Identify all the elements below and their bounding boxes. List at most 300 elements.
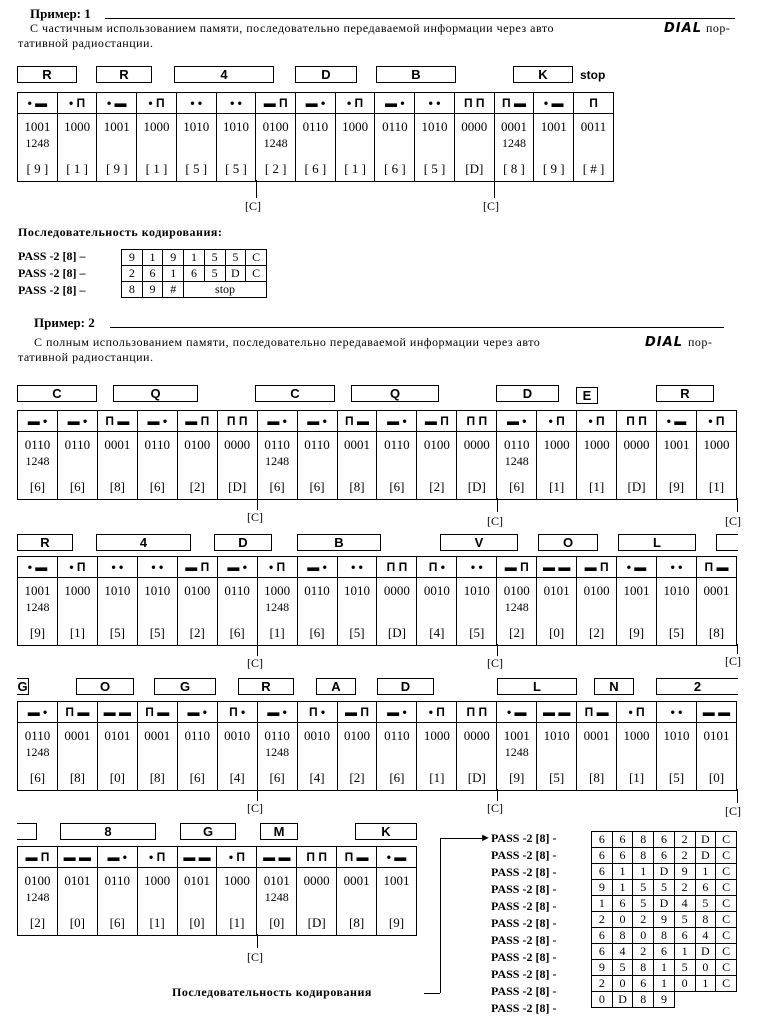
bits-value: 0100 [503, 583, 530, 598]
seq-cell: 2 [592, 976, 613, 992]
code-value: [6] [269, 770, 285, 785]
seq-cell: 1 [592, 896, 613, 912]
symbol-cell: • П [696, 411, 736, 432]
bits-value: 0000 [623, 437, 650, 452]
code-value: [2] [29, 915, 46, 930]
bits-cell [57, 114, 97, 182]
bits-value: 0000 [303, 873, 330, 888]
code-value: [5] [349, 625, 365, 640]
code-value: [0] [549, 625, 565, 640]
letter-box: R [656, 385, 714, 402]
code-value: [9] [509, 770, 525, 785]
seq-cell: 9 [654, 992, 675, 1008]
seq-cell: 2 [592, 912, 613, 928]
seq-cell: 1 [674, 944, 695, 960]
bits-value: 1010 [663, 583, 690, 598]
weight-label: 1248 [25, 890, 50, 904]
seq-cell: 9 [163, 250, 184, 266]
seq-cell: 5 [633, 880, 654, 896]
bits-cell [457, 723, 497, 791]
seq-cell: C [716, 832, 737, 848]
symbol-cell: • П [257, 557, 297, 578]
code-value: [1] [269, 625, 285, 640]
seq-cell: 0 [612, 912, 633, 928]
seq-cell: 5 [204, 250, 225, 266]
seq-row [592, 928, 737, 944]
example2-text-line1: С полным использованием памяти, последовательно передаваемой информации через авто [34, 335, 541, 349]
letter-box: 4 [174, 66, 274, 83]
bits-cell [97, 578, 137, 646]
bits-cell [97, 868, 137, 936]
c-marker-line [737, 644, 738, 654]
symbol-cell: • ▬ [657, 411, 697, 432]
bits-value: 1000 [583, 437, 610, 452]
dial-logo: DIAL [664, 21, 702, 36]
bits-value: 0100 [583, 583, 610, 598]
symbol-cell: ▬ ▬ [97, 702, 137, 723]
code-value: [1] [589, 479, 605, 494]
bits-value: 0001 [343, 873, 370, 888]
bits-value: 0110 [224, 583, 250, 598]
code-value: [1] [628, 770, 645, 785]
code-value: [6] [509, 479, 525, 494]
bits-cell [574, 114, 614, 182]
c-marker-line [256, 180, 257, 198]
bits-value: 1010 [183, 119, 210, 134]
symbol-cell: П П [457, 411, 497, 432]
code-value: [ 6 ] [304, 161, 327, 176]
seq-row [592, 944, 737, 960]
letter-box: 2 [656, 678, 738, 695]
bits-value: 0100 [423, 437, 450, 452]
letter-box: O [538, 534, 598, 551]
seq-cell: 6 [592, 832, 613, 848]
c-marker-line [737, 498, 738, 512]
seq-cell: 2 [122, 266, 143, 282]
bits-value: 1010 [663, 728, 690, 743]
c-marker: [C] [247, 801, 263, 815]
c-marker: [C] [725, 654, 741, 668]
letter-box: G [154, 678, 216, 695]
seq2-table [591, 831, 737, 1008]
bits-cell [297, 723, 337, 791]
seq-cell: 8 [633, 832, 654, 848]
c-marker-line [257, 498, 258, 510]
seq-cell: C [716, 976, 737, 992]
symbol-cell: ▬ П [497, 557, 537, 578]
bits-cell [417, 723, 457, 791]
seq-cell: 1 [695, 976, 716, 992]
bits-value: 0110 [304, 583, 330, 598]
bits-value: 1001 [503, 728, 530, 743]
code-value: [6] [149, 479, 165, 494]
letter-box: L [497, 678, 577, 695]
letter-box [17, 823, 37, 840]
code-value: [2] [509, 625, 525, 640]
example1-code-table [17, 92, 614, 182]
seq2-title: Последовательность кодирования [172, 985, 372, 999]
symbol-cell: ▬ • [377, 702, 417, 723]
symbol-cell: ▬ • [97, 847, 137, 868]
seq1-title: Последовательность кодирования: [18, 225, 223, 239]
bits-value: 0011 [580, 119, 607, 134]
code-value: [ 1 ] [66, 161, 88, 176]
seq-cell: C [716, 928, 737, 944]
code-value: [9] [388, 915, 405, 930]
letter-box: O [76, 678, 134, 695]
c-marker: [C] [245, 199, 261, 213]
seq-cell: 6 [654, 832, 675, 848]
example1-text-line1-end: пор- [706, 21, 731, 35]
seq-cell: D [612, 992, 633, 1008]
seq-cell: 6 [612, 832, 633, 848]
weight-label: 1248 [265, 745, 290, 759]
bits-value: 1010 [543, 728, 570, 743]
stop-label: stop [580, 68, 606, 82]
example1-title: Пример: 1 [30, 6, 91, 21]
code-value: [6] [29, 479, 46, 494]
symbol-cell: ▬ • [257, 702, 297, 723]
seq-cell: 2 [633, 912, 654, 928]
c-marker-line [737, 789, 738, 803]
letter-box: V [440, 534, 518, 551]
seq-cell: 4 [612, 944, 633, 960]
code-value: [1] [69, 625, 85, 640]
bits-cell [617, 578, 657, 646]
seq-cell: 0 [592, 992, 613, 1008]
bits-value: 0110 [384, 437, 410, 452]
symbol-cell: • П [137, 93, 177, 114]
c-marker-line [257, 789, 258, 801]
bits-value: 1001 [24, 583, 51, 598]
code-value: [8] [109, 479, 125, 494]
seq-cell: 9 [592, 880, 613, 896]
symbol-cell: • П [137, 847, 177, 868]
seq-row [122, 250, 267, 266]
code-value: [ 5 ] [423, 161, 446, 176]
letter-box: R [238, 678, 294, 695]
code-value: [6] [309, 479, 325, 494]
code-value: [0] [269, 915, 285, 930]
bits-cell [217, 868, 257, 936]
seq-cell: D [695, 944, 716, 960]
seq-cell: 6 [674, 928, 695, 944]
symbol-cell: • • [97, 557, 137, 578]
c-marker-line [494, 180, 495, 198]
seq-cell: 1 [695, 864, 716, 880]
bits-cell [537, 578, 577, 646]
bits-cell [137, 723, 177, 791]
symbol-cell: П • [217, 702, 257, 723]
pass-label: PASS -2 [8] - [491, 848, 557, 862]
weight-label: 1248 [25, 454, 50, 468]
c-marker: [C] [487, 801, 503, 815]
symbol-cell: ▬ П [577, 557, 617, 578]
letter-box: D [214, 534, 272, 551]
symbol-cell: П ▬ [696, 557, 736, 578]
symbol-cell: • П [335, 93, 375, 114]
c-marker: [C] [247, 950, 263, 964]
bits-value: 1000 [64, 119, 91, 134]
letter-box: K [513, 66, 573, 83]
code-value: [D] [307, 915, 326, 930]
bits-value: 1000 [342, 119, 369, 134]
bits-value: 0001 [104, 437, 131, 452]
symbol-cell: П • [297, 702, 337, 723]
code-value: [5] [668, 770, 685, 785]
code-value: [9] [29, 625, 46, 640]
letter-box: R [17, 66, 77, 83]
seq-cell: 8 [654, 928, 675, 944]
bits-cell [97, 432, 137, 500]
seq-cell: 4 [674, 896, 695, 912]
pass-label: PASS -2 [8] - [491, 967, 557, 981]
code-value: [2] [189, 479, 205, 494]
c-marker: [C] [725, 514, 741, 528]
bits-value: 1010 [104, 583, 131, 598]
symbol-cell: • П [217, 847, 257, 868]
bits-value: 0110 [144, 437, 171, 452]
bits-cell [454, 114, 494, 182]
symbol-cell: ▬ П [18, 847, 58, 868]
bits-value: 0110 [24, 437, 51, 452]
symbol-cell: ▬ • [177, 702, 217, 723]
seq-cell: 8 [633, 848, 654, 864]
seq-cell: 5 [204, 266, 225, 282]
bits-cell [497, 723, 537, 791]
bits-cell [657, 432, 697, 500]
symbol-cell: ▬ • [497, 411, 537, 432]
symbol-cell: ▬ ▬ [537, 557, 577, 578]
bits-value: 1000 [223, 873, 250, 888]
code-value: [D] [467, 479, 486, 494]
bits-cell [297, 432, 337, 500]
seq-row [592, 992, 737, 1008]
seq-cell: 2 [633, 944, 654, 960]
seq-cell: 8 [122, 282, 143, 298]
symbol-cell: • • [457, 557, 497, 578]
seq-row [592, 864, 737, 880]
symbol-cell: П П [454, 93, 494, 114]
weight-label: 1248 [504, 454, 529, 468]
seq-cell: 2 [674, 880, 695, 896]
bits-cell [97, 723, 137, 791]
bits-cell [18, 868, 58, 936]
symbol-cell: • • [657, 702, 697, 723]
bits-cell [577, 578, 617, 646]
seq-cell: 6 [592, 848, 613, 864]
seq-cell: 1 [612, 880, 633, 896]
bits-cell [457, 578, 497, 646]
dial-logo: DIAL [645, 335, 683, 350]
seq-cell: 2 [674, 832, 695, 848]
c-marker-line [497, 789, 498, 801]
letter-box: C [255, 385, 335, 402]
bits-cell [377, 868, 417, 936]
seq-cell: C [716, 960, 737, 976]
example2-block3-table [17, 701, 737, 791]
bits-value: 1000 [703, 437, 730, 452]
example2-text-line1-end: пор- [688, 335, 713, 349]
bits-cell [177, 432, 217, 500]
bits-value: 0100 [184, 437, 211, 452]
code-value: [1] [149, 915, 165, 930]
letter-box: E [576, 387, 598, 404]
seq-cell: 5 [695, 896, 716, 912]
seq-cell: D [654, 864, 675, 880]
bits-value: 1001 [623, 583, 650, 598]
symbol-cell: • ▬ [617, 557, 657, 578]
seq-cell: 8 [695, 912, 716, 928]
seq-cell: C [716, 848, 737, 864]
code-value: [8] [348, 915, 365, 930]
symbol-cell: • ▬ [18, 557, 58, 578]
symbol-cell: • ▬ [97, 93, 137, 114]
symbol-cell: П П [377, 557, 417, 578]
c-marker: [C] [247, 656, 263, 670]
bits-value: 0101 [64, 873, 91, 888]
bits-cell [137, 432, 177, 500]
example1-text-line1: С частичным использованием памяти, последовательно передаваемой информации через авто [30, 21, 554, 35]
seq-cell: 6 [592, 928, 613, 944]
symbol-cell: ▬ П [177, 411, 217, 432]
code-value: [ 9 ] [26, 161, 49, 176]
letter-box: 8 [60, 823, 156, 840]
code-value: [6] [29, 770, 46, 785]
bits-value: 0110 [503, 437, 530, 452]
pass-label: PASS -2 [8] – [18, 249, 86, 263]
symbol-cell: П [574, 93, 614, 114]
bits-cell [377, 723, 417, 791]
seq-cell: C [716, 864, 737, 880]
symbol-cell: • ▬ [497, 702, 537, 723]
bits-value: 0110 [64, 437, 91, 452]
code-value: [6] [69, 479, 85, 494]
seq-row [122, 266, 267, 282]
letter-box: G [17, 679, 28, 694]
code-value: [5] [149, 625, 165, 640]
symbol-cell: ▬ • [257, 411, 297, 432]
letter-box: C [17, 385, 97, 402]
letter-box: B [297, 534, 381, 551]
bits-value: 0101 [543, 583, 570, 598]
seq-row [592, 832, 737, 848]
example2-block4-table [17, 846, 417, 936]
code-value: [6] [309, 625, 325, 640]
bits-value: 0110 [264, 437, 290, 452]
seq-cell: 5 [674, 912, 695, 928]
pass-label: PASS -2 [8] - [491, 933, 557, 947]
example2-block1-table [17, 410, 737, 500]
symbol-cell: П ▬ [137, 702, 177, 723]
code-value: [D] [467, 770, 486, 785]
seq-row [592, 912, 737, 928]
bits-value: 0000 [461, 119, 488, 134]
symbol-cell: • П [577, 411, 617, 432]
symbol-cell: • П [57, 557, 97, 578]
bits-value: 0100 [343, 728, 370, 743]
letter-box: R [96, 66, 152, 83]
pass-label: PASS -2 [8] - [491, 950, 557, 964]
code-value: [4] [309, 770, 325, 785]
seq-cell: C [716, 944, 737, 960]
bits-value: 0000 [463, 728, 490, 743]
symbol-cell: ▬ • [137, 411, 177, 432]
code-value: [ 1 ] [344, 161, 366, 176]
bits-cell [657, 723, 697, 791]
code-value: [ # ] [582, 161, 605, 176]
code-value: [6] [189, 770, 205, 785]
bits-value: 0101 [703, 728, 730, 743]
seq-cell: C [246, 250, 267, 266]
seq-cell: D [225, 266, 246, 282]
seq-cell: 9 [122, 250, 143, 266]
bits-cell [534, 114, 574, 182]
bits-cell [494, 114, 534, 182]
symbol-cell: ▬ П [177, 557, 217, 578]
symbol-cell: П ▬ [97, 411, 137, 432]
symbol-cell: ▬ • [217, 557, 257, 578]
c-marker: [C] [487, 514, 503, 528]
example2-block2-table [17, 556, 737, 646]
bits-value: 0010 [304, 728, 331, 743]
bits-cell [417, 578, 457, 646]
symbol-cell: • П [537, 411, 577, 432]
bits-cell [297, 578, 337, 646]
bits-value: 0110 [384, 728, 410, 743]
symbol-cell: П ▬ [337, 847, 377, 868]
bits-cell [696, 432, 736, 500]
symbol-cell: • • [216, 93, 256, 114]
pass-label: PASS -2 [8] - [491, 916, 557, 930]
seq-row [592, 880, 737, 896]
code-value: [5] [668, 625, 685, 640]
seq-cell: 0 [633, 928, 654, 944]
seq2-connector [424, 993, 440, 994]
bits-cell [257, 578, 297, 646]
seq-cell: 8 [633, 960, 654, 976]
letter-box: B [376, 66, 456, 83]
bits-cell [137, 578, 177, 646]
bits-value: 1010 [421, 119, 448, 134]
bits-value: 1001 [383, 873, 410, 888]
seq-cell: D [695, 848, 716, 864]
letter-box: M [260, 823, 298, 840]
symbol-cell: ▬ П [337, 702, 377, 723]
bits-value: 0110 [104, 873, 130, 888]
seq-cell: 9 [592, 960, 613, 976]
bits-cell [377, 432, 417, 500]
seq-row [122, 282, 267, 298]
code-value: [ 5 ] [225, 161, 247, 176]
c-marker-line [257, 644, 258, 656]
weight-label: 1248 [501, 136, 526, 150]
bits-cell [696, 723, 736, 791]
letter-box: D [496, 385, 559, 402]
c-marker: [C] [483, 199, 499, 213]
bits-value: 0010 [224, 728, 251, 743]
pass-label: PASS -2 [8] - [491, 984, 557, 998]
symbol-cell: П П [217, 411, 257, 432]
seq-cell: 9 [142, 282, 163, 298]
symbol-cell: ▬ ▬ [177, 847, 217, 868]
symbol-cell: ▬ ▬ [257, 847, 297, 868]
bits-cell [657, 578, 697, 646]
bits-cell [137, 868, 177, 936]
code-value: [1] [549, 479, 565, 494]
c-marker: [C] [247, 510, 263, 524]
symbol-cell: П П [297, 847, 337, 868]
